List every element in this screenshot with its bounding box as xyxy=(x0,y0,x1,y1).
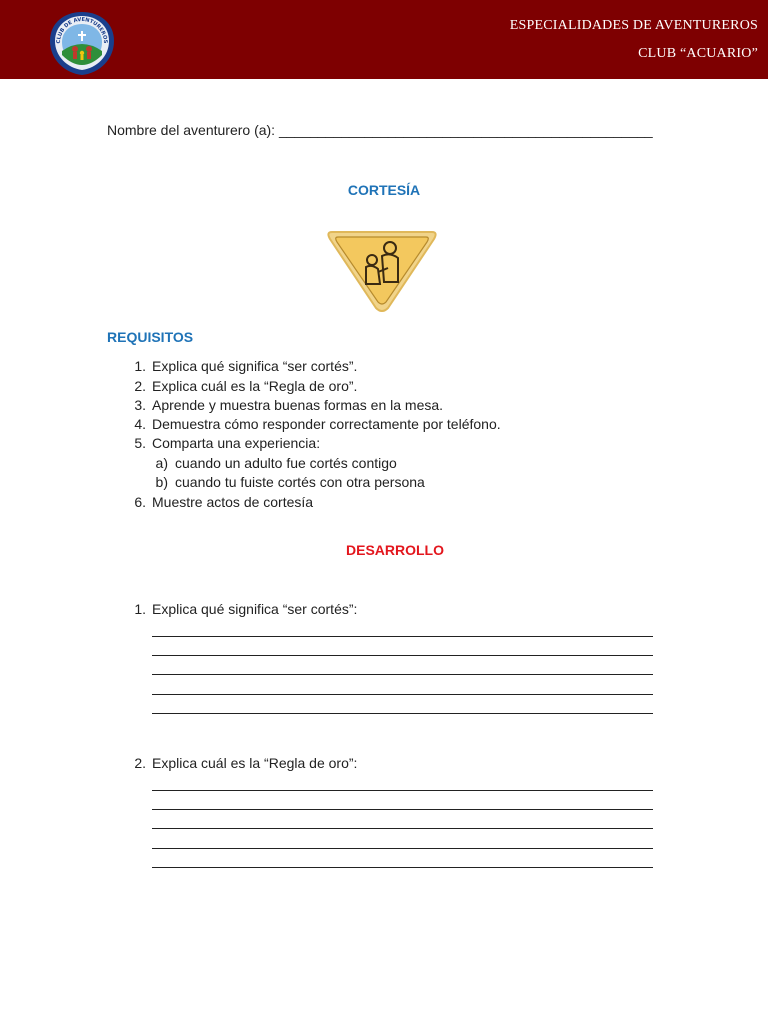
requisitos-heading: REQUISITOS xyxy=(107,329,194,345)
answer-line[interactable] xyxy=(152,674,653,675)
item-text: Muestre actos de cortesía xyxy=(152,494,314,510)
desarrollo-heading: DESARROLLO xyxy=(346,542,444,558)
item-number: 2. xyxy=(134,378,146,394)
question-number: 1. xyxy=(134,601,146,617)
item-text: Explica qué significa “ser cortés”. xyxy=(152,358,358,374)
page-header xyxy=(0,0,768,79)
question-text: Explica qué significa “ser cortés”: xyxy=(152,601,358,617)
item-text: Aprende y muestra buenas formas en la mesa. xyxy=(152,397,444,413)
name-blank: ________________________________________________ xyxy=(278,122,653,138)
question-text: Explica cuál es la “Regla de oro”: xyxy=(152,755,358,771)
item-number: 4. xyxy=(134,416,146,432)
answer-line[interactable] xyxy=(152,655,653,656)
answer-line[interactable] xyxy=(152,694,653,695)
courtesy-badge-icon xyxy=(322,226,442,314)
header-title: ESPECIALIDADES DE AVENTUREROS xyxy=(509,18,758,33)
answer-line[interactable] xyxy=(152,713,653,714)
item-text: cuando un adulto fue cortés contigo xyxy=(175,455,397,471)
svg-text:CLUB DE AVENTUREROS: CLUB DE AVENTUREROS xyxy=(55,16,109,44)
answer-line[interactable] xyxy=(152,828,653,829)
item-text: Comparta una experiencia: xyxy=(152,435,321,451)
name-field[interactable] xyxy=(107,122,653,138)
item-letter: a) xyxy=(155,455,168,471)
item-number: 3. xyxy=(134,397,146,413)
answer-line[interactable] xyxy=(152,636,653,637)
header-club-name: CLUB “ACUARIO” xyxy=(638,46,758,61)
question-number: 2. xyxy=(134,755,146,771)
name-label: Nombre del aventurero (a): xyxy=(107,122,276,138)
club-logo-icon xyxy=(46,9,118,77)
item-number: 5. xyxy=(134,435,146,451)
item-number: 1. xyxy=(134,358,146,374)
page-title: CORTESÍA xyxy=(347,182,421,198)
answer-line[interactable] xyxy=(152,809,653,810)
answer-line[interactable] xyxy=(152,848,653,849)
item-number: 6. xyxy=(134,494,146,510)
answer-line[interactable] xyxy=(152,867,653,868)
answer-line[interactable] xyxy=(152,790,653,791)
item-text: Demuestra cómo responder correctamente por teléfono. xyxy=(152,416,501,432)
item-text: Explica cuál es la “Regla de oro”. xyxy=(152,378,358,394)
item-letter: b) xyxy=(155,474,168,490)
item-text: cuando tu fuiste cortés con otra persona xyxy=(175,474,425,490)
